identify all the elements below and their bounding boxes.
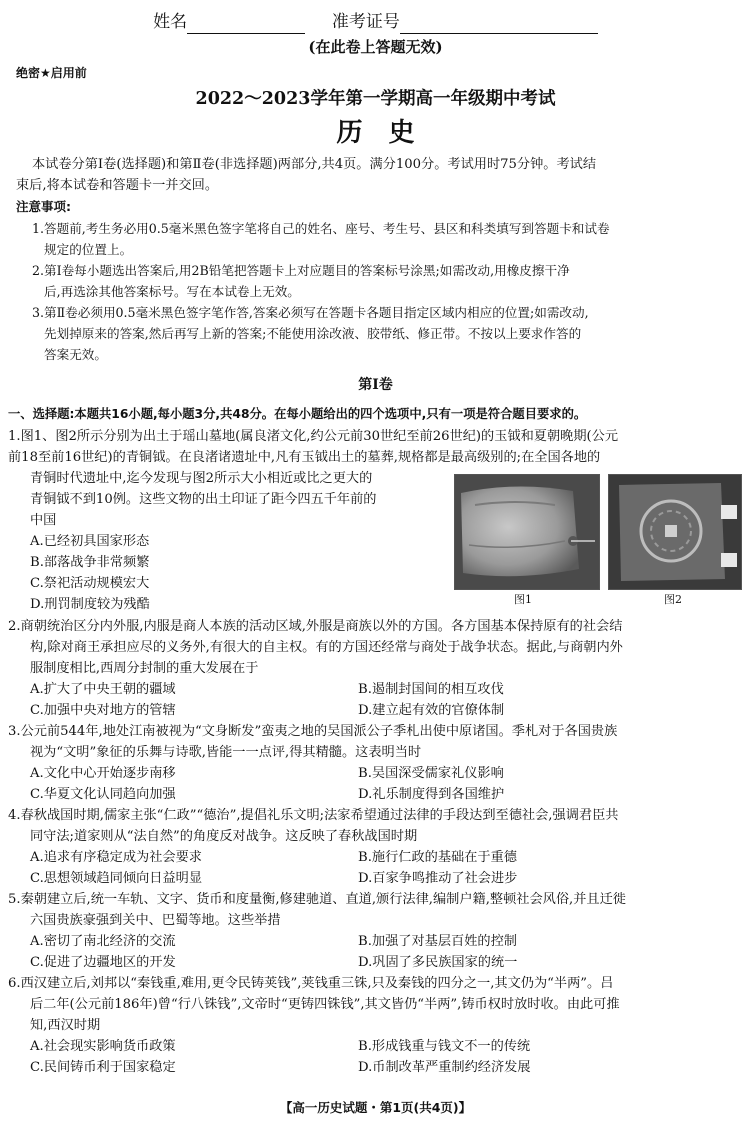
q6-option-b: B.形成钱重与钱文不一的传统	[358, 1039, 531, 1054]
q5-line-1: 5.秦朝建立后,统一车轨、文字、货币和度量衡,修建驰道、直道,颁行法律,编制户籍,整顿社会风俗,并且迁徙	[8, 892, 626, 907]
q4-option-c: C.思想领域趋同倾向日益明显	[30, 871, 203, 886]
q5-option-a: A.密切了南北经济的交流	[30, 934, 176, 949]
q1-line-2: 前18至前16世纪)的青铜钺。在良渚诸遗址中,凡有玉钺出土的墓葬,规格都是最高级别的;在全国各地的	[8, 450, 601, 465]
q1-option-d: D.刑罚制度较为残酷	[30, 597, 150, 612]
section-instruction: 一、选择题:本题共16小题,每小题3分,共48分。在每小题给出的四个选项中,只有一项是符合题目要求的。	[8, 407, 587, 421]
notes-title: 注意事项:	[16, 199, 71, 214]
q1-option-b: B.部落战争非常频繁	[30, 555, 150, 570]
q2-option-d: D.建立起有效的官僚体制	[358, 703, 505, 718]
q1-option-a: A.已经初具国家形态	[30, 534, 150, 549]
note-2-line-2: 后,再选涂其他答案标号。写在本试卷上无效。	[44, 284, 300, 299]
q1-line-1: 1.图1、图2所示分别为出土于瑶山墓地(属良渚文化,约公元前30世纪至前26世纪)的玉钺和夏朝晚期(公元	[8, 429, 619, 444]
q6-option-d: D.币制改革严重制约经济发展	[358, 1060, 531, 1075]
q1-option-c: C.祭祀活动规模宏大	[30, 576, 150, 591]
q1-line-3: 青铜时代遗址中,迄今发现与图2所示大小相近或比之更大的	[30, 471, 373, 486]
note-2-line-1: 2.第Ⅰ卷每小题选出答案后,用2B铅笔把答题卡上对应题目的答案标号涂黑;如需改动,用橡皮擦干净	[32, 263, 570, 278]
figure-1-jade-axe	[454, 474, 600, 590]
q4-option-d: D.百家争鸣推动了社会进步	[358, 871, 518, 886]
q3-option-b: B.吴国深受儒家礼仪影响	[358, 766, 504, 781]
exam-id-blank	[400, 17, 598, 34]
q5-line-2: 六国贵族豪强到关中、巴蜀等地。这些举措	[30, 913, 281, 928]
jade-axe-illustration	[455, 475, 599, 589]
q2-line-3: 服制度相比,西周分封制的重大发展在于	[30, 661, 259, 676]
q5-option-c: C.促进了边疆地区的开发	[30, 955, 176, 970]
figure-2-caption: 图2	[664, 593, 682, 606]
q5-option-d: D.巩固了多民族国家的统一	[358, 955, 518, 970]
q6-line-2: 后二年(公元前186年)曾“行八铢钱”,文帝时“更铸四铢钱”,其文皆仍“半两”,铸币权时放时收。由此可推	[30, 997, 620, 1012]
q2-line-1: 2.商朝统治区分内外服,内服是商人本族的活动区域,外服是商族以外的方国。各方国基本保持原有的社会结	[8, 619, 623, 634]
q3-line-1: 3.公元前544年,地处江南被视为“文身断发”蛮夷之地的吴国派公子季札出使中原诸国。季札对于各国贵族	[8, 724, 618, 739]
note-3-line-1: 3.第Ⅱ卷必须用0.5毫米黑色签字笔作答,答案必须写在答题卡各题目指定区域内相应的位置;如需改动,	[32, 305, 589, 320]
q2-option-a: A.扩大了中央王朝的疆域	[30, 682, 176, 697]
q2-option-b: B.遏制封国间的相互攻伐	[358, 682, 504, 697]
note-1-line-2: 规定的位置上。	[44, 242, 133, 257]
q6-line-3: 知,西汉时期	[30, 1018, 101, 1033]
section-title: 第Ⅰ卷	[358, 377, 393, 393]
q6-option-c: C.民间铸币利于国家稳定	[30, 1060, 176, 1075]
intro-line-1: 本试卷分第Ⅰ卷(选择题)和第Ⅱ卷(非选择题)两部分,共4页。满分100分。考试用时75分钟。考试结	[32, 157, 597, 172]
q4-line-1: 4.春秋战国时期,儒家主张“仁政”“德治”,提倡礼乐文明;法家希望通过法律的手段达到至德社会,强调君臣共	[8, 808, 619, 823]
candidate-info-row	[0, 10, 751, 34]
q4-option-a: A.追求有序稳定成为社会要求	[30, 850, 202, 865]
bronze-axe-illustration	[609, 475, 741, 589]
q1-line-4: 青铜钺不到10例。这些文物的出土印证了距今四五千年前的	[30, 492, 377, 507]
q5-option-b: B.加强了对基层百姓的控制	[358, 934, 517, 949]
name-blank	[187, 17, 305, 34]
q2-line-2: 构,除对商王承担应尽的义务外,有很大的自主权。有的方国还经常与商处于战争状态。据此,与商朝内外	[30, 640, 623, 655]
note-3-line-2: 先划掉原来的答案,然后再写上新的答案;不能使用涂改液、胶带纸、修正带。不按以上要求作答的	[44, 326, 582, 341]
page-footer: 【高一历史试题・第1页(共4页)】	[279, 1100, 472, 1115]
q4-option-b: B.施行仁政的基础在于重德	[358, 850, 517, 865]
invalid-note: (在此卷上答题无效)	[308, 38, 443, 56]
exam-id-label: 准考证号	[331, 12, 400, 32]
q4-line-2: 同守法;道家则从“法自然”的角度反对战争。这反映了春秋战国时期	[30, 829, 418, 844]
q3-option-d: D.礼乐制度得到各国维护	[358, 787, 505, 802]
figure-2-bronze-axe	[608, 474, 742, 590]
q3-option-c: C.华夏文化认同趋向加强	[30, 787, 176, 802]
name-label: 姓名	[153, 12, 188, 32]
note-1-line-1: 1.答题前,考生务必用0.5毫米黑色签字笔将自己的姓名、座号、考生号、县区和科类填写到答题卡和试卷	[32, 221, 610, 236]
note-3-line-3: 答案无效。	[44, 347, 107, 362]
q6-option-a: A.社会现实影响货币政策	[30, 1039, 176, 1054]
q3-line-2: 视为“文明”象征的乐舞与诗歌,皆能一一点评,得其精髓。这表明当时	[30, 745, 422, 760]
intro-line-2: 束后,将本试卷和答题卡一并交回。	[16, 178, 219, 193]
figure-1-caption: 图1	[514, 593, 532, 606]
secret-label: 绝密★启用前	[16, 66, 87, 80]
q2-option-c: C.加强中央对地方的管辖	[30, 703, 176, 718]
subject-title: 历 史	[336, 118, 415, 148]
q1-line-5: 中国	[30, 513, 57, 528]
q3-option-a: A.文化中心开始逐步南移	[30, 766, 176, 781]
q6-line-1: 6.西汉建立后,刘邦以“秦钱重,难用,更令民铸荚钱”,荚钱重三铢,只及秦钱的四分之一,其文仍为“半两”。吕	[8, 976, 614, 991]
exam-title: 2022～2023学年第一学期高一年级期中考试	[195, 89, 556, 109]
